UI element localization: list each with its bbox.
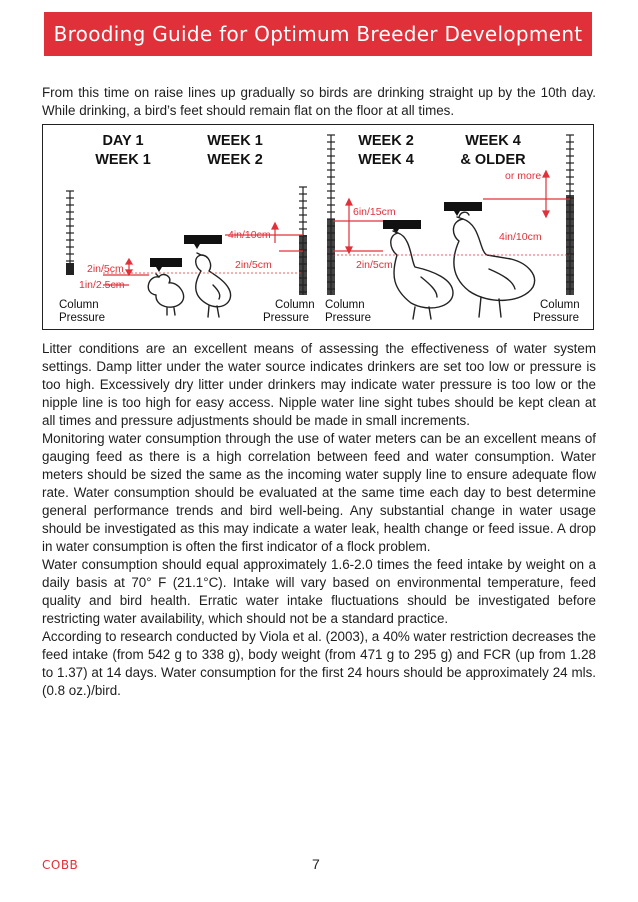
heading-day1: DAY 1 [102,133,144,149]
column-label-2b: Pressure [263,312,310,324]
nipple-1 [156,267,162,272]
drinker-line-2 [184,235,222,244]
measurement-2in-week1: 2in/5cm [235,259,272,271]
pullet-week4-drawing [453,212,534,317]
research-paragraph: According to research conducted by Viola et al. (2003), a 40% water restriction decreases the feed intake (from 542 g to 338 g), body weight (from 471 g to 295 g) and FCR (up from 1.28 to 1.37) at 14 days. Water consumption for the first 24 hours should be approximately 24 mls. (0.8 oz.)/bird. [42,629,596,698]
heading-week4: WEEK 4 [358,152,414,168]
or-more-label: or more [505,170,542,182]
water-column-2 [299,187,307,295]
measurement-4in-week4: 4in/10cm [499,231,542,243]
chick-day1-drawing [148,274,183,315]
heading-week2: WEEK 2 [207,152,263,168]
water-column-4 [566,135,574,295]
column-label-1b: Pressure [59,312,106,324]
litter-paragraph: Litter conditions are an excellent means of assessing the effectiveness of water system settings. Damp litter under the water source indicates drinkers are set too low or pressure is too high. Excessively dry litter under drinkers may indicate water pressure is too low or the nipple line is too high for easy access. Nipple water line sight tubes should be kept clean at all times and pressure adjustments should be made in small increments. [42,341,596,428]
measurement-1in-day1: 1in/2.5cm [79,279,125,291]
water-meter-paragraph: Monitoring water consumption through the use of water meters can be an excellent means of gauging feed as there is a high correlation between feed and water consumption. Water meters should be sized the same as the incoming water supply line to ensure adequate flow rate. Water consumption should be evaluated at the same time each day to best determine general performance trends and bird well-being. Any substantial change in water usage should be investigated as this may indicate a water leak, health change or feed issue. A drop in water consumption is often the first indicator of a flock problem. [42,431,596,554]
column-label-4a: Column [540,299,580,311]
heading-older: & OLDER [460,152,526,168]
nipple-2 [194,244,200,249]
measurement-2in-week2: 2in/5cm [356,259,393,271]
page-header [44,12,592,56]
drinker-line-4 [444,202,482,211]
column-label-3a: Column [325,299,365,311]
heading-week1: WEEK 1 [95,152,151,168]
column-label-1a: Column [59,299,99,311]
pullet-week2-drawing [391,231,453,319]
measurement-2in-day1: 2in/5cm [87,263,124,275]
column-label-2a: Column [275,299,315,311]
chick-week1-drawing [196,253,231,317]
column-label-4b: Pressure [533,312,580,324]
footer-brand: COBB [42,858,79,872]
heading-week4b: WEEK 4 [465,133,521,149]
drinker-line-1 [150,258,182,267]
water-column-3 [327,135,335,295]
measurement-6in-week2: 6in/15cm [353,206,396,218]
drinker-line-3 [383,220,421,229]
heading-week1b: WEEK 1 [207,133,263,149]
page-title: Brooding Guide for Optimum Breeder Development [53,22,583,46]
water-consumption-paragraph: Water consumption should equal approximately 1.6-2.0 times the feed intake by weight on a daily basis at 70° F (21.1°C). Intake will vary based on environmental temperature, feed quality and bird health. Erratic water intake fluctuations should be investigated before restricting water availability, which should not be a standard practice. [42,557,596,626]
drinker-height-diagram [42,124,594,330]
drinker-diagram-svg [43,125,595,331]
intro-paragraph: From this time on raise lines up gradually so birds are drinking straight up by the 10th day. While drinking, a bird’s feet should remain flat on the floor at all times. [42,85,596,118]
column-label-3b: Pressure [325,312,372,324]
measurement-arrows [103,171,570,285]
heading-week2b: WEEK 2 [358,133,414,149]
page-number: 7 [312,856,320,872]
measurement-4in-week1: 4in/10cm [228,229,271,241]
